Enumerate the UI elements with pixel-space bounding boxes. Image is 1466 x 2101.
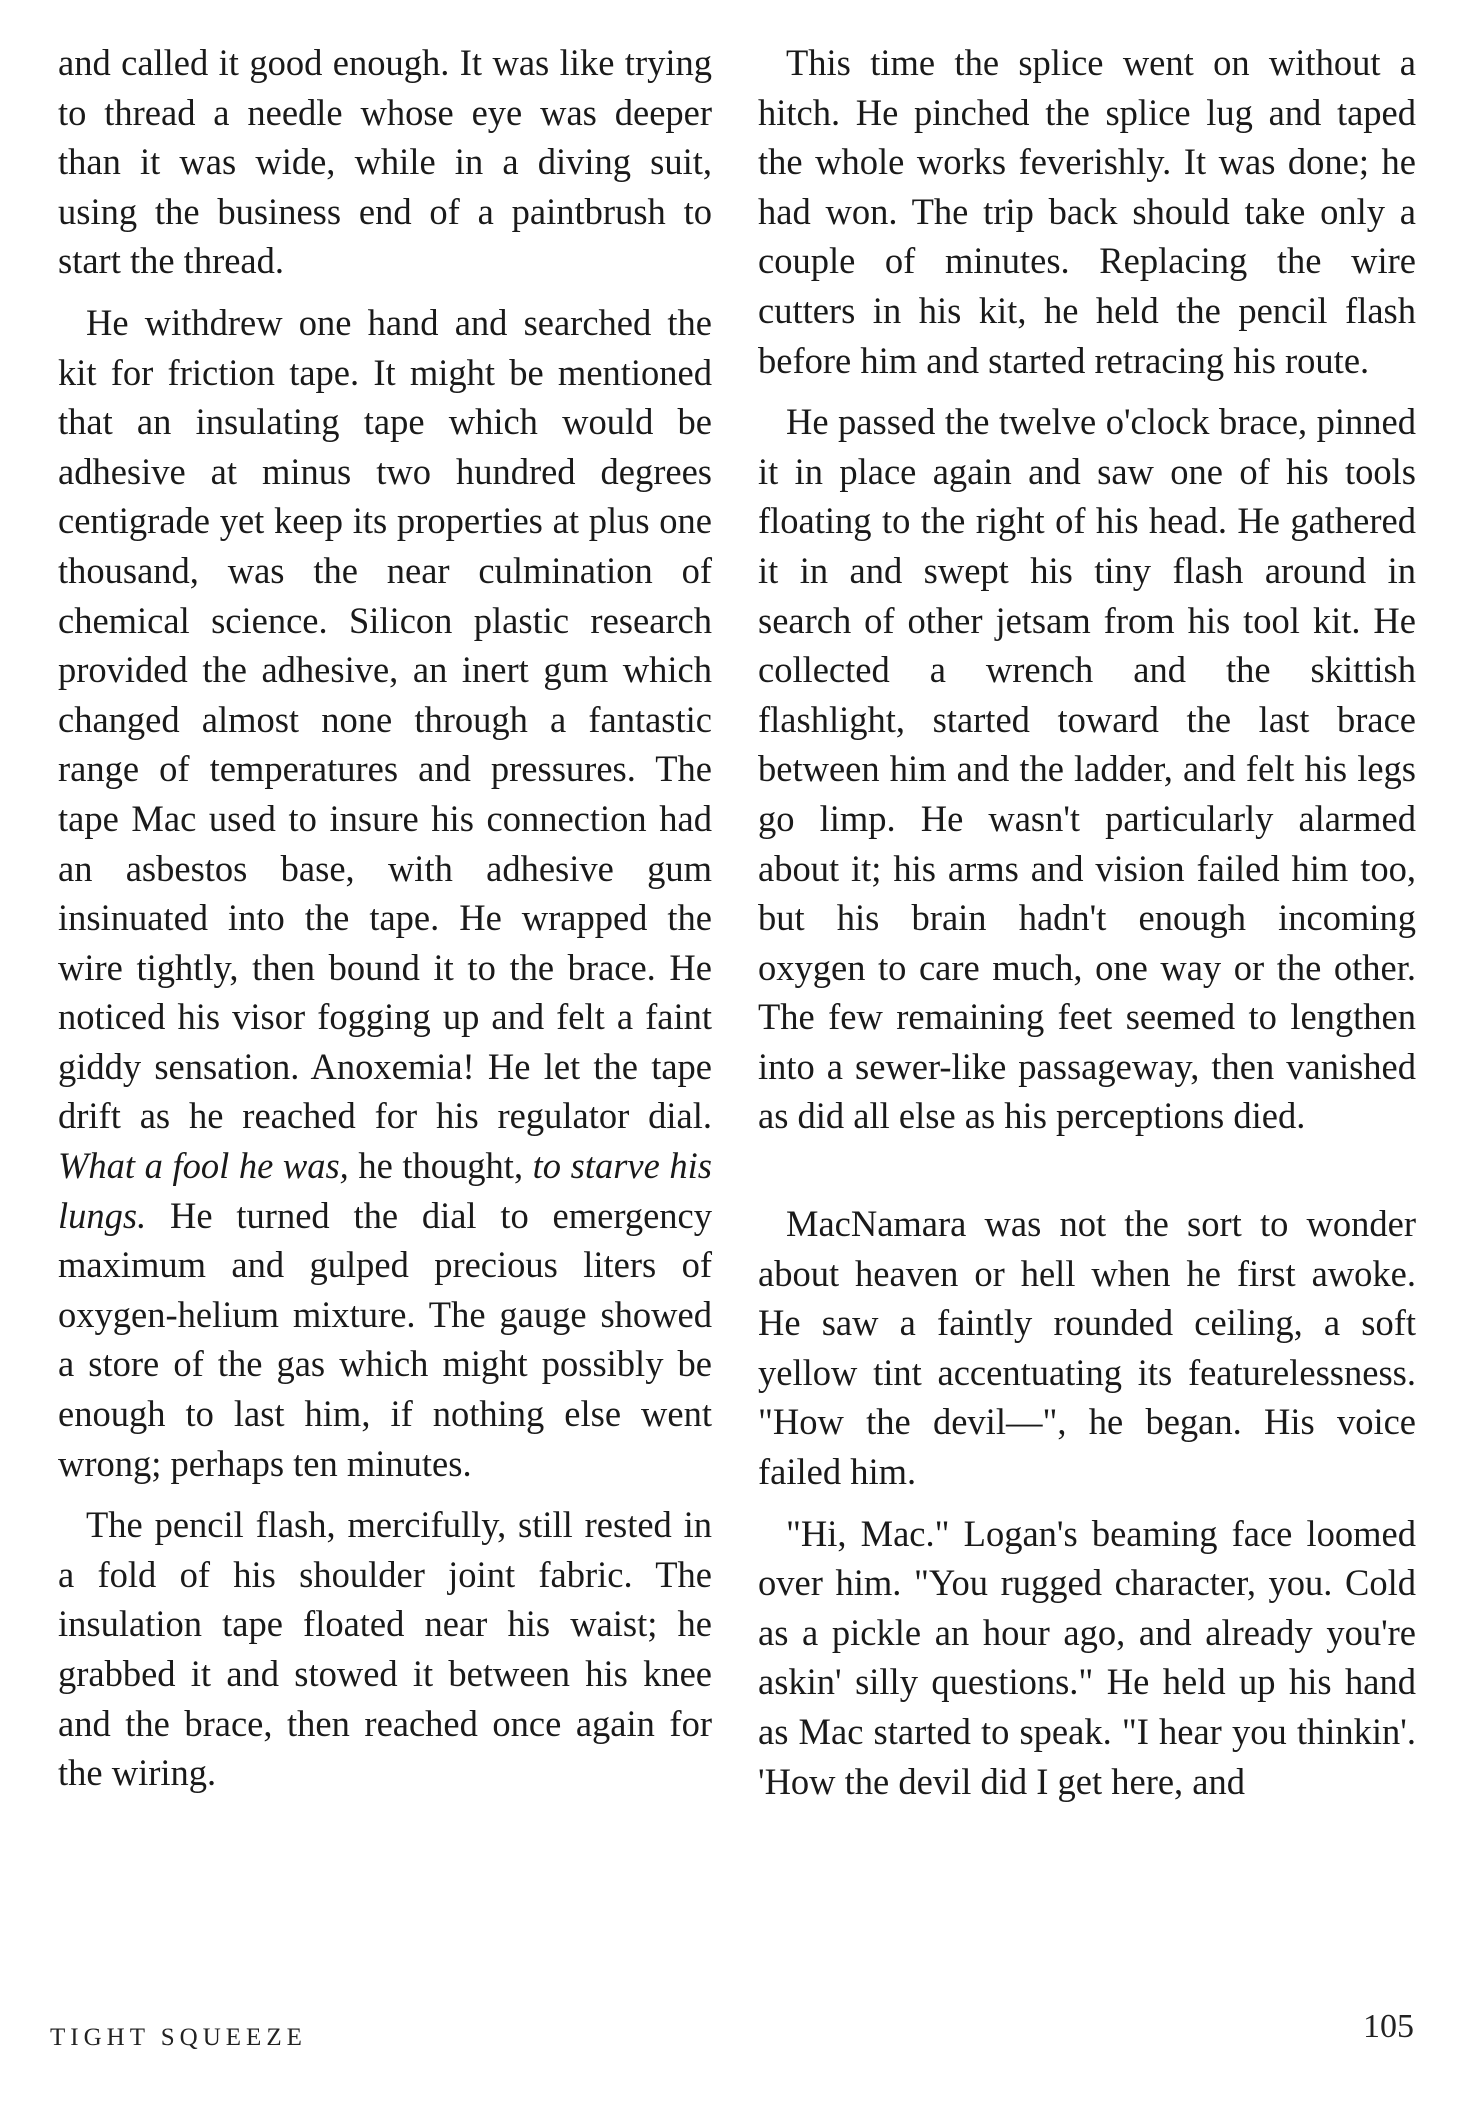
paragraph-text: He turned the dial to emergency maximum and gulped precious liters of oxygen-helium mixture. The gauge showed a store of the gas which might possibly be enough to last him, if nothing else went wrong; perhaps ten minutes. xyxy=(58,1194,712,1484)
paragraph: This time the splice went on without a hitch. He pinched the splice lug and taped the whole works feverishly. It was done; he had won. The trip back should take only a couple of minutes. Replacing the wire cutters in his kit, he held the pencil flash before him and started retracing his route. xyxy=(758,42,1416,381)
paragraph-text: he thought, xyxy=(348,1145,533,1187)
paragraph xyxy=(58,298,712,1488)
paragraph: and called it good enough. It was like trying to thread a needle whose eye was deeper than it was wide, while in a diving suit, using the business end of a paintbrush to start the thread. xyxy=(58,42,712,282)
paragraph: "Hi, Mac." Logan's beaming face loomed over him. "You rugged character, you. Cold as a pickle an hour ago, and already you're askin' silly questions." He held up his hand as Mac started to speak. "I hear you thinkin'. 'How the devil did I get here, and xyxy=(758,1512,1416,1802)
running-title: TIGHT SQUEEZE xyxy=(50,2024,307,2051)
paragraph: The pencil flash, mercifully, still rested in a fold of his shoulder joint fabric. The insulation tape floated near his waist; he grabbed it and stowed it between his knee and the brace, then reached once again for the wiring. xyxy=(58,1504,712,1794)
italic-phrase: to starve his lungs. xyxy=(58,1145,713,1236)
right-column xyxy=(758,38,1416,1818)
page-number: 105 xyxy=(1363,2008,1414,2045)
paragraph: He passed the twelve o'clock brace, pinned it in place again and saw one of his tools floating to the right of his head. He gathered it in and swept his tiny flash around in search of other jetsam from his tool kit. He collected a wrench and the skittish flashlight, started toward the last brace between him and the ladder, and felt his legs go limp. He wasn't particularly alarmed about it; his arms and vision failed him too, but his brain hadn't enough incoming oxygen to care much, one way or the other. The few remaining feet seemed to lengthen into a sewer-like passageway, then vanished as did all else as his perceptions died. xyxy=(758,401,1416,1137)
left-column xyxy=(58,38,712,1810)
paragraph: MacNamara was not the sort to wonder about heaven or hell when he first awoke. He saw a faintly rounded ceiling, a soft yellow tint accentuating its featurelessness. "How the devil—", he began. His voice failed him. xyxy=(758,1203,1416,1493)
italic-phrase: What a fool he was, xyxy=(58,1145,349,1187)
paragraph-text: He withdrew one hand and searched the kit for friction tape. It might be mentioned that an insulating tape which would be adhesive at minus two hundred degrees centigrade yet keep its properties at plus one thousand, was the near culmination of chemical science. Silicon plastic research provided the adhesive, an inert gum which changed almost none through a fantastic range of temperatures and pressures. The tape Mac used to insure his connection had an asbestos base, with adhesive gum insinuated into the tape. He wrapped the wire tightly, then bound it to the brace. He noticed his visor fogging up and felt a faint giddy sensation. Anoxemia! He let the tape drift as he reached for his regulator dial. xyxy=(58,301,712,1137)
